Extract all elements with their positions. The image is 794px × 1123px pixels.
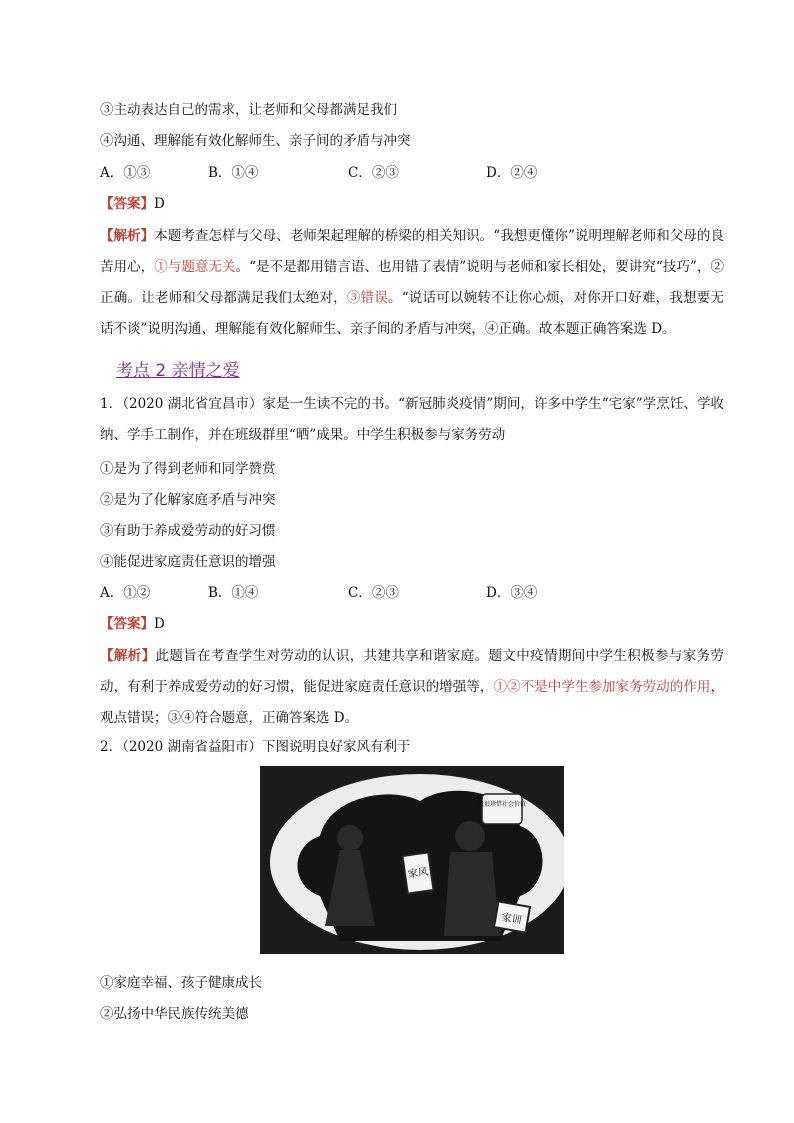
q1-answer-line bbox=[100, 614, 165, 634]
q1-option-d: D．③④ bbox=[486, 585, 538, 601]
box-text: 家训 bbox=[500, 912, 523, 927]
q1-stem-1: 1．（2020 湖北省宜昌市）家是一生读不完的书。“新冠肺炎疫情”期间，许多中学生“宅家”学烹饪、 bbox=[100, 396, 697, 412]
analysis-text-2: 。“是不是都用错言语、也用错了表情”说明与老师和家长相处，要讲究“技巧”，② 正确。让老师和父母都满足我们太绝对， bbox=[100, 259, 725, 306]
q1-analysis-tag: 【解析】 bbox=[100, 648, 156, 664]
cartoon-illustration bbox=[260, 766, 564, 954]
answer-value: D bbox=[154, 196, 165, 212]
q1-option-c: C．②③ bbox=[348, 585, 399, 601]
family-tradition-cartoon bbox=[260, 766, 564, 954]
option-b: B．①④ bbox=[208, 165, 259, 181]
answer-tag: 【答案】 bbox=[100, 196, 154, 212]
q1-stem-2: 学收纳、学手工制作，并在班级群里“晒”成果。中学生积极参与家务劳动 bbox=[100, 396, 725, 443]
section-title: 考点 2 亲情之爱 bbox=[116, 361, 240, 381]
statement-4: ④沟通、理解能有效化解师生、亲子间的矛盾与冲突 bbox=[100, 133, 411, 149]
q1-answer-tag: 【答案】 bbox=[100, 616, 154, 632]
option-a: A．①③ bbox=[100, 165, 151, 181]
q1-analysis-paragraph bbox=[100, 641, 724, 734]
q1-answer-value: D bbox=[154, 616, 165, 632]
analysis-paragraph bbox=[100, 221, 724, 345]
q1-option-a: A．①② bbox=[100, 585, 151, 601]
q1-statement-2: ②是为了化解家庭矛盾与冲突 bbox=[100, 492, 276, 508]
q1-statement-4: ④能促进家庭责任意识的增强 bbox=[100, 554, 276, 570]
q2-stem: 2．（2020 湖南省益阳市）下图说明良好家风有利于 bbox=[100, 739, 411, 755]
q2-statement-2: ②弘扬中华民族传统美德 bbox=[100, 1006, 249, 1022]
analysis-text-3: 。“说话可以婉转不让你心烦，对你开口好难，我想要无话不谈”说明沟通、理解能有效化解师生、亲子间的矛盾与冲突，④正确。故本题正确答案选 D。 bbox=[100, 290, 725, 337]
analysis-tag: 【解析】 bbox=[100, 228, 155, 244]
q1-analysis-highlight: ①②不是中学生参加家务劳动的作用 bbox=[493, 679, 711, 695]
q1-analysis-text-1: 此题旨在考查学生对劳动的认识，共建共享和谐家庭。题文中疫情期间中学生积极参与家务劳动，有利于养成爱劳动的好习惯，能促进家庭责任意识的增强等， bbox=[100, 648, 724, 695]
q1-statement-3: ③有助于养成爱劳动的好习惯 bbox=[100, 523, 276, 539]
option-c: C．②③ bbox=[348, 165, 399, 181]
answer-line bbox=[100, 194, 165, 214]
statement-3: ③主动表达自己的需求，让老师和父母都满足我们 bbox=[100, 102, 397, 118]
bubble-text: 我很珍惜社会价值 bbox=[477, 801, 527, 808]
q1-analysis-text-2: ，观点错误；③④符合题意，正确答案选 D。 bbox=[100, 679, 725, 726]
analysis-text-1: 本题考查怎样与父母、老师架起理解的桥梁的相关知识。“我想更懂你”说明理解老师和父母的良苦用心， bbox=[100, 228, 724, 275]
option-d: D．②④ bbox=[486, 165, 538, 181]
q1-statement-1: ①是为了得到老师和同学赞赏 bbox=[100, 461, 276, 477]
q1-option-b: B．①④ bbox=[208, 585, 259, 601]
q2-statement-1: ①家庭幸福、孩子健康成长 bbox=[100, 975, 262, 991]
analysis-highlight-1: ①与题意无关 bbox=[154, 259, 236, 275]
sign-text: 家风 bbox=[407, 866, 429, 881]
q1-stem bbox=[100, 389, 724, 451]
analysis-highlight-2: ③错误 bbox=[346, 290, 388, 306]
